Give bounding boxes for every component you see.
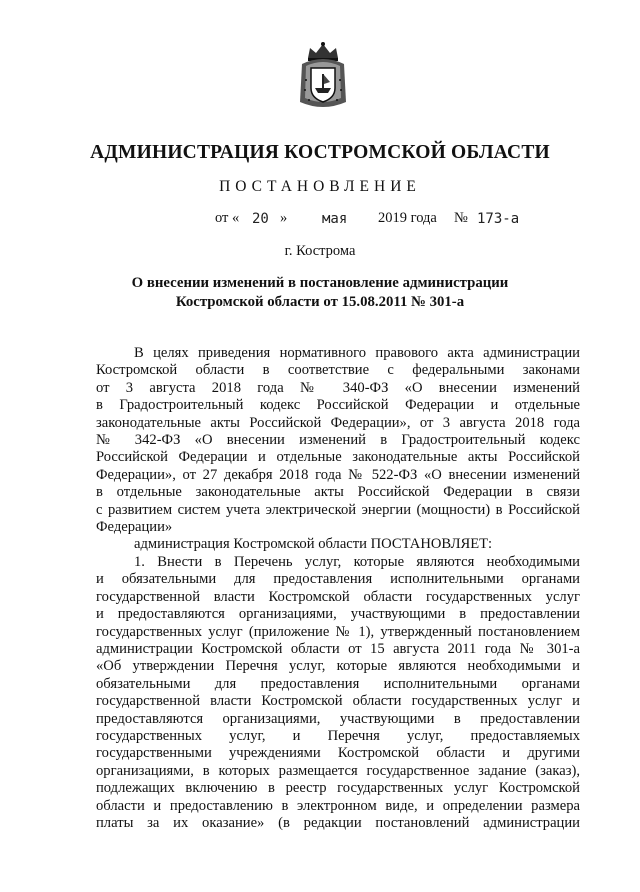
coat-of-arms-emblem (296, 40, 350, 112)
resolves-paragraph (96, 536, 580, 553)
body-line: Костромской области в соответствие с федеральными законами (96, 362, 580, 379)
body-line: и обязательными для предоставления исполнительными органами (96, 571, 580, 588)
body-line: от 3 августа 2018 года № 340-ФЗ «О внесении изменений (96, 379, 580, 396)
date-year: 2019 года (378, 210, 437, 226)
body-line: № 342-ФЗ «О внесении изменений в Градостроительный кодекс (96, 432, 580, 449)
body-line: предоставляются организациями, участвующими в предоставлении (96, 710, 580, 727)
body-line: государственных услуг, и Перечня услуг, предоставляемых (96, 727, 580, 744)
body-line: организациями, в которых размещается государственное задание (заказ), (96, 762, 580, 779)
body-line: администрации Костромской области от 15 августа 2011 года № 301-а (96, 640, 580, 657)
document-body (96, 345, 580, 832)
body-line: платы за их оказание» (в редакции постановлений администрации (96, 814, 580, 831)
number-sign: № (454, 210, 468, 226)
body-line: государственной власти Костромской области государственных услуг и (96, 693, 580, 710)
body-line: В целях приведения нормативного правового акта администрации (134, 345, 580, 361)
body-line: подлежащих включению в реестр государственных услуг Костромской (96, 780, 580, 797)
body-line: 1. Внести в Перечень услуг, которые являются необходимыми (134, 553, 580, 570)
body-line: Федерации», от 27 декабря 2018 года № 522-ФЗ «О внесении изменений (96, 466, 580, 483)
body-line: с развитием систем учета электрической энергии (мощности) в Российской (96, 501, 580, 518)
body-line: «Об утверждении Перечня услуг, которые являются необходимыми и (96, 658, 580, 675)
date-close-quote: » (280, 210, 288, 226)
date-day: 20 (252, 211, 269, 227)
body-line: в отдельные законодательные акты Российской Федерации в связи (96, 484, 580, 501)
body-line: в Градостроительный кодекс Российской Федерации и отдельные (96, 397, 580, 414)
title-line: О внесении изменений в постановление администрации (131, 275, 509, 291)
document-title (120, 274, 520, 312)
title-line: Костромской области от 15.08.2011 № 301-а (175, 294, 465, 310)
body-line: государственных услуг (приложение № 1), утвержденный постановлением (96, 623, 580, 640)
document-number: 173-а (477, 211, 520, 227)
body-line: и предоставляются организациями, участвующими в предоставлении (96, 606, 580, 623)
body-line: обязательными для предоставления исполнительными органами (96, 675, 580, 692)
body-line: Российской Федерации и отдельные законодательные акты Российской (96, 449, 580, 466)
agency-name: АДМИНИСТРАЦИЯ КОСТРОМСКОЙ ОБЛАСТИ (90, 142, 550, 163)
preamble-paragraph (96, 345, 580, 536)
item-1-paragraph (96, 554, 580, 833)
date-line (0, 210, 640, 232)
date-month: мая (322, 211, 348, 227)
date-prefix: от « (215, 210, 240, 226)
body-line: государственной власти Костромской области государственных услуг (96, 588, 580, 605)
body-line: Федерации» (96, 519, 173, 536)
city: г. Кострома (284, 243, 356, 259)
document-type: ПОСТАНОВЛЕНИЕ (219, 178, 421, 195)
body-line: законодательные акты Российской Федерации», от 3 августа 2018 года (96, 414, 580, 431)
body-line: государственными учреждениями Костромской области и другими (96, 745, 580, 762)
body-line: области и предоставлению в электронном виде, и определении размера (96, 797, 580, 814)
body-line: администрация Костромской области ПОСТАНОВЛЯЕТ: (134, 536, 493, 553)
